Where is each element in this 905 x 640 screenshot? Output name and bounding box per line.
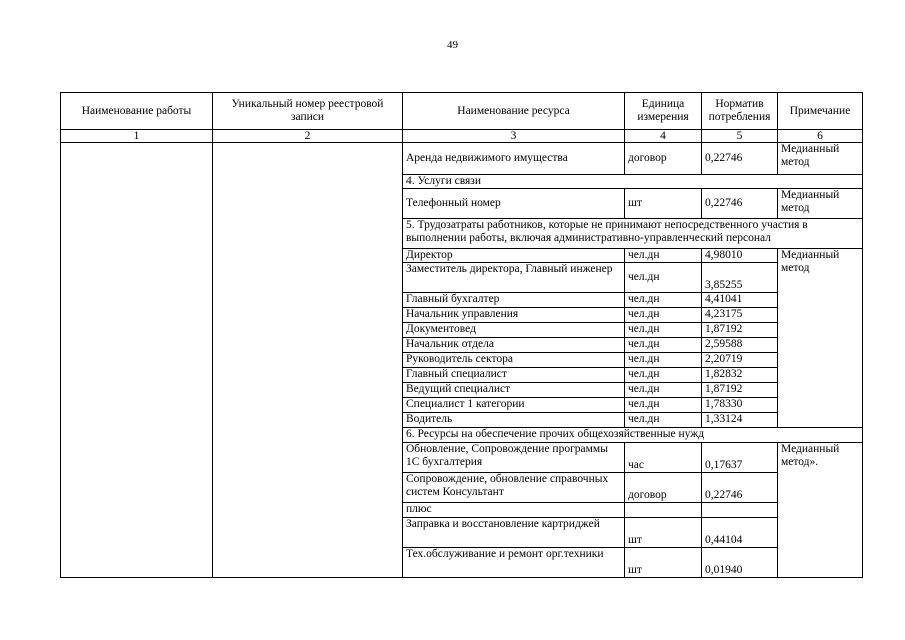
- unit-cell: чел.дн: [625, 263, 702, 293]
- note-cell: Медианный метод: [778, 143, 863, 175]
- resource-cell: Главный бухгалтер: [403, 293, 625, 308]
- resource-cell: Заместитель директора, Главный инженер: [403, 263, 625, 293]
- resource-cell: Водитель: [403, 413, 625, 428]
- header-cell: Норматив потребления: [702, 93, 778, 130]
- resource-cell: Руководитель сектора: [403, 353, 625, 368]
- norm-cell: 1,87192: [702, 323, 778, 338]
- resource-cell: Директор: [403, 249, 625, 263]
- section-title: 6. Ресурсы на обеспечение прочих общехозяйственные нужд: [403, 428, 863, 443]
- resource-cell: Аренда недвижимого имущества: [403, 143, 625, 175]
- header-cell: Примечание: [778, 93, 863, 130]
- unit-cell: чел.дн: [625, 413, 702, 428]
- norm-cell: 1,78330: [702, 398, 778, 413]
- unit-cell: шт: [625, 518, 702, 548]
- unit-cell: договор: [625, 473, 702, 503]
- table-header-row: [61, 93, 863, 130]
- header-cell: Наименование ресурса: [403, 93, 625, 130]
- header-cell: Наименование работы: [61, 93, 213, 130]
- column-number: 6: [778, 130, 863, 143]
- unit-cell: чел.дн: [625, 353, 702, 368]
- norm-cell: 0,22746: [702, 473, 778, 503]
- resource-cell: Ведущий специалист: [403, 383, 625, 398]
- section-title: 5. Трудозатраты работников, которые не принимают непосредственного участия в выполнении работы, включая административно-управленческий персонал: [403, 219, 863, 249]
- registry-number-cell: [213, 143, 403, 578]
- resource-cell: Обновление, Сопровождение программы 1С бухгалтерия: [403, 443, 625, 473]
- resource-cell: Начальник отдела: [403, 338, 625, 353]
- unit-cell: [625, 503, 702, 518]
- unit-cell: чел.дн: [625, 398, 702, 413]
- resource-cell: Телефонный номер: [403, 189, 625, 219]
- resource-cell: Специалист 1 категории: [403, 398, 625, 413]
- unit-cell: чел.дн: [625, 249, 702, 263]
- norm-cell: 0,22746: [702, 189, 778, 219]
- page-number: 49: [447, 39, 458, 51]
- unit-cell: чел.дн: [625, 293, 702, 308]
- norm-cell: 0,22746: [702, 143, 778, 175]
- norm-cell: 0,01940: [702, 548, 778, 578]
- column-number: 5: [702, 130, 778, 143]
- section-title: 4. Услуги связи: [403, 175, 863, 189]
- norm-cell: 2,20719: [702, 353, 778, 368]
- norm-cell: 1,33124: [702, 413, 778, 428]
- header-cell: Единица измерения: [625, 93, 702, 130]
- norm-cell: 3,85255: [702, 263, 778, 293]
- resource-cell: Сопровождение, обновление справочных систем Консультант: [403, 473, 625, 503]
- norm-cell: 4,98010: [702, 249, 778, 263]
- column-number: 4: [625, 130, 702, 143]
- column-number: 2: [213, 130, 403, 143]
- resource-cell: Тех.обслуживание и ремонт орг.техники: [403, 548, 625, 578]
- unit-cell: чел.дн: [625, 338, 702, 353]
- table-row: [61, 143, 863, 175]
- unit-cell: чел.дн: [625, 308, 702, 323]
- unit-cell: чел.дн: [625, 383, 702, 398]
- norm-cell: 2,59588: [702, 338, 778, 353]
- norm-cell: 4,41041: [702, 293, 778, 308]
- resource-cell: Главный специалист: [403, 368, 625, 383]
- note-cell: Медианный метод».: [778, 443, 863, 578]
- resource-cell: плюс: [403, 503, 625, 518]
- unit-cell: шт: [625, 189, 702, 219]
- norm-cell: 4,23175: [702, 308, 778, 323]
- column-number: 1: [61, 130, 213, 143]
- resource-cell: Заправка и восстановление картриджей: [403, 518, 625, 548]
- resource-cell: Начальник управления: [403, 308, 625, 323]
- unit-cell: шт: [625, 548, 702, 578]
- unit-cell: договор: [625, 143, 702, 175]
- note-cell: Медианный метод: [778, 189, 863, 219]
- resource-cell: Документовед: [403, 323, 625, 338]
- column-number-row: [61, 130, 863, 143]
- note-cell: Медианный метод: [778, 249, 863, 428]
- unit-cell: чел.дн: [625, 368, 702, 383]
- norm-cell: [702, 503, 778, 518]
- work-name-cell: [61, 143, 213, 578]
- resource-norms-table: [60, 92, 863, 578]
- header-cell: Уникальный номер реестровой записи: [213, 93, 403, 130]
- norm-cell: 0,17637: [702, 443, 778, 473]
- norm-cell: 1,82832: [702, 368, 778, 383]
- unit-cell: час: [625, 443, 702, 473]
- column-number: 3: [403, 130, 625, 143]
- norm-cell: 1,87192: [702, 383, 778, 398]
- unit-cell: чел.дн: [625, 323, 702, 338]
- norm-cell: 0,44104: [702, 518, 778, 548]
